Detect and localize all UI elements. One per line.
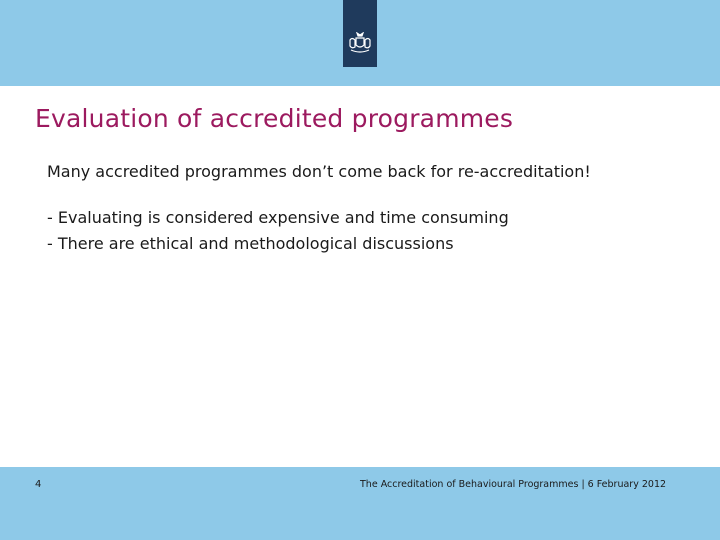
page-number: 4: [35, 479, 42, 490]
coat-of-arms-icon: [347, 32, 373, 54]
bullet-item: - There are ethical and methodological discussions: [47, 234, 454, 253]
footer-caption: The Accreditation of Behavioural Programmes | 6 February 2012: [360, 479, 667, 490]
bullet-item: - Evaluating is considered expensive and time consuming: [47, 208, 509, 227]
slide-title: Evaluation of accredited programmes: [35, 104, 514, 133]
bullet-list: [47, 205, 509, 257]
government-logo: [343, 0, 377, 67]
lead-statement: Many accredited programmes don’t come back for re-accreditation!: [47, 162, 591, 181]
